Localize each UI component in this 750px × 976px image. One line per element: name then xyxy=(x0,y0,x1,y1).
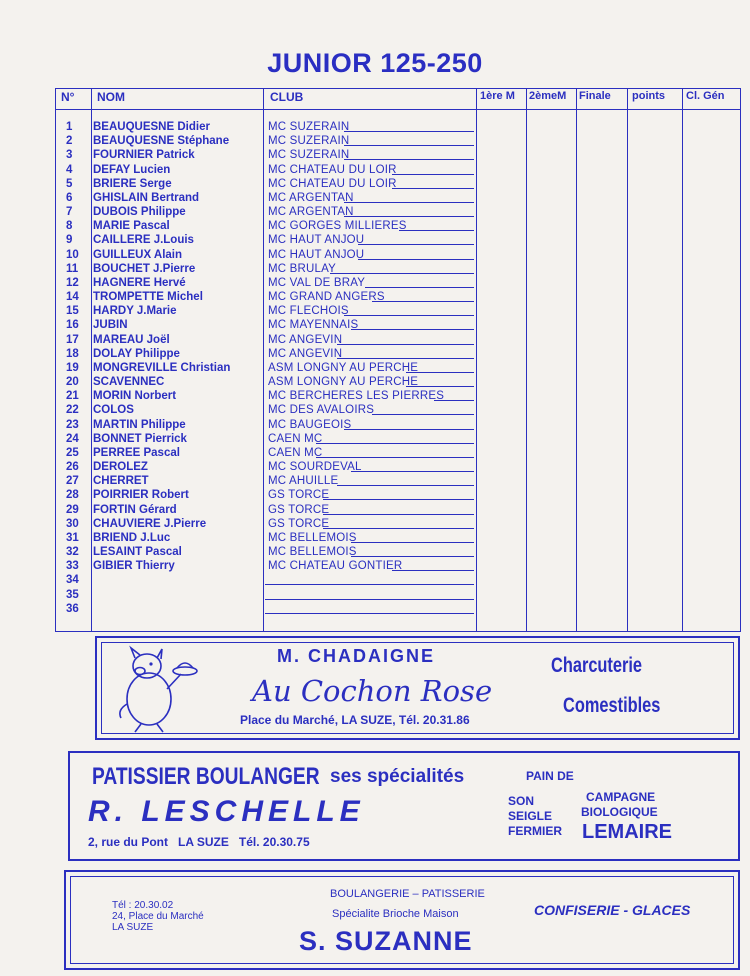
rider-club: MC SUZERAIN xyxy=(268,149,350,162)
rider-club: MC CHATEAU DU LOIR xyxy=(268,163,397,176)
table-row xyxy=(56,276,740,290)
rider-number: 14 xyxy=(66,291,79,304)
rider-club: GS TORCE xyxy=(268,489,330,502)
header-num: N° xyxy=(61,90,75,104)
rider-name: HAGNERE Hervé xyxy=(93,276,186,289)
rider-number: 11 xyxy=(66,262,79,275)
shop-address: Place du Marché, LA SUZE, Tél. 20.31.86 xyxy=(240,713,470,727)
leader-line xyxy=(344,429,474,430)
rider-club: MC ANGEVIN xyxy=(268,347,343,360)
rider-name: FOURNIER Patrick xyxy=(93,149,195,162)
rider-number: 2 xyxy=(66,135,73,148)
bread-son: SON xyxy=(508,794,535,808)
specialites-label: ses spécialités xyxy=(330,766,465,787)
rider-club: MC HAUT ANJOU xyxy=(268,234,365,247)
table-row xyxy=(56,120,740,134)
table-row xyxy=(56,588,740,602)
rider-name: LESAINT Pascal xyxy=(93,546,182,559)
table-row xyxy=(56,333,740,347)
rider-club: MC HAUT ANJOU xyxy=(268,248,365,261)
rider-club: MC BERCHERES LES PIERRES xyxy=(268,390,445,403)
rider-name: BOUCHET J.Pierre xyxy=(93,262,196,275)
rider-name: CHAUVIERE J.Pierre xyxy=(93,517,207,530)
rider-club: MC DES AVALOIRS xyxy=(268,404,375,417)
leader-line xyxy=(344,131,474,132)
rider-club: MC BAUGEOIS xyxy=(268,418,352,431)
table-row xyxy=(56,517,740,531)
rider-club: GS TORCE xyxy=(268,517,330,530)
table-row xyxy=(56,375,740,389)
header-classement-general: Cl. Gén xyxy=(686,90,725,102)
leader-line xyxy=(372,301,475,302)
shop-telephone: Tél : 20.30.02 xyxy=(112,900,174,911)
rider-club: ASM LONGNY AU PERCHE xyxy=(268,376,419,389)
shop-city: LA SUZE xyxy=(112,922,154,933)
bread-campagne: CAMPAGNE xyxy=(586,790,656,804)
rider-name: MARTIN Philippe xyxy=(93,418,186,431)
leader-line xyxy=(344,159,474,160)
rider-name: CAILLERE J.Louis xyxy=(93,234,194,247)
rider-number: 25 xyxy=(66,446,79,459)
rider-club: MC VAL DE BRAY xyxy=(268,276,366,289)
leader-line xyxy=(392,188,474,189)
leader-line xyxy=(265,599,474,600)
table-row xyxy=(56,403,740,417)
rider-name: POIRRIER Robert xyxy=(93,489,189,502)
rider-number: 10 xyxy=(66,248,79,261)
trade-label: BOULANGERIE – PATISSERIE xyxy=(330,888,485,900)
leader-line xyxy=(337,358,474,359)
bread-lemaire: LEMAIRE xyxy=(582,821,672,843)
rider-club: GS TORCE xyxy=(268,503,330,516)
leader-line xyxy=(372,414,475,415)
table-row xyxy=(56,432,740,446)
rider-club: ASM LONGNY AU PERCHE xyxy=(268,361,419,374)
rider-club: MC SUZERAIN xyxy=(268,121,350,133)
leader-line xyxy=(344,202,474,203)
rider-number: 32 xyxy=(66,546,79,559)
ad-suzanne xyxy=(64,870,740,970)
rider-club: CAEN MC xyxy=(268,446,323,459)
product-comestibles: Comestibles xyxy=(563,694,661,717)
table-row xyxy=(56,290,740,304)
header-divider xyxy=(56,109,740,110)
rider-name: PERREE Pascal xyxy=(93,446,180,459)
leader-line xyxy=(392,174,474,175)
rider-club: MC GORGES MILLIERES xyxy=(268,220,407,233)
table-row xyxy=(56,248,740,262)
table-row xyxy=(56,163,740,177)
leader-line xyxy=(316,443,474,444)
leader-line xyxy=(330,273,474,274)
rider-name: BEAUQUESNE Stéphane xyxy=(93,135,230,148)
table-row xyxy=(56,361,740,375)
leader-line xyxy=(265,613,474,614)
rider-name: BONNET Pierrick xyxy=(93,432,187,445)
rider-club: MC FLECHOIS xyxy=(268,305,349,318)
table-row xyxy=(56,389,740,403)
rider-name: TROMPETTE Michel xyxy=(93,291,203,304)
header-club: CLUB xyxy=(270,90,304,104)
table-row xyxy=(56,573,740,587)
owner-name: M. CHADAIGNE xyxy=(277,646,435,666)
shop-name: Au Cochon Rose xyxy=(252,674,493,708)
rider-number: 8 xyxy=(66,220,73,233)
rider-number: 9 xyxy=(66,234,73,247)
rider-number: 33 xyxy=(66,560,79,573)
confiserie-label: CONFISERIE - GLACES xyxy=(534,902,691,918)
entry-table xyxy=(55,88,741,632)
table-row xyxy=(56,177,740,191)
table-row xyxy=(56,446,740,460)
rider-club: MC MAYENNAIS xyxy=(268,319,359,332)
leader-line xyxy=(358,244,474,245)
rider-club: CAEN MC xyxy=(268,432,323,445)
rider-name: GHISLAIN Bertrand xyxy=(93,191,200,204)
leader-line xyxy=(323,514,474,515)
ad-cochon-rose xyxy=(95,636,740,740)
table-row xyxy=(56,191,740,205)
rider-number: 3 xyxy=(66,149,73,162)
table-row xyxy=(56,503,740,517)
rider-club: MC CHATEAU DU LOIR xyxy=(268,177,397,190)
table-row xyxy=(56,148,740,162)
rider-number: 12 xyxy=(66,276,79,289)
rider-name: DEFAY Lucien xyxy=(93,163,171,176)
rider-club: MC BELLEMOIS xyxy=(268,546,357,559)
table-row xyxy=(56,531,740,545)
bread-fermier: FERMIER xyxy=(508,824,562,838)
rider-name: BEAUQUESNE Didier xyxy=(93,121,210,133)
rider-club: MC SUZERAIN xyxy=(268,135,350,148)
rider-name: DUBOIS Philippe xyxy=(93,206,186,219)
header-points: points xyxy=(632,90,665,102)
rider-name: BRIERE Serge xyxy=(93,177,172,190)
rider-name: MARIE Pascal xyxy=(93,220,170,233)
table-row xyxy=(56,347,740,361)
table-row xyxy=(56,318,740,332)
pain-de-label: PAIN DE xyxy=(526,769,574,783)
baker-name: R. LESCHELLE xyxy=(88,795,365,828)
rider-name: CHERRET xyxy=(93,475,149,488)
rider-club: MC BELLEMOIS xyxy=(268,531,357,544)
leader-line xyxy=(434,400,474,401)
leader-line xyxy=(323,499,474,500)
bread-biologique: BIOLOGIQUE xyxy=(581,805,658,819)
leader-line xyxy=(351,556,474,557)
table-row xyxy=(56,304,740,318)
table-row xyxy=(56,602,740,616)
leader-line xyxy=(399,230,474,231)
rider-number: 24 xyxy=(66,432,79,445)
rider-name: GUILLEUX Alain xyxy=(93,248,183,261)
rider-number: 20 xyxy=(66,376,79,389)
rider-number: 5 xyxy=(66,177,73,190)
rider-number: 23 xyxy=(66,418,79,431)
pig-waiter-icon xyxy=(107,644,202,734)
leader-line xyxy=(392,570,474,571)
leader-line xyxy=(344,315,474,316)
header-manche-1: 1ère M xyxy=(480,90,515,102)
rider-club: MC ANGEVIN xyxy=(268,333,343,346)
rider-number: 1 xyxy=(66,121,73,133)
leader-line xyxy=(406,386,474,387)
table-row xyxy=(56,545,740,559)
leader-line xyxy=(316,457,474,458)
table-row xyxy=(56,460,740,474)
table-row xyxy=(56,134,740,148)
page-title: JUNIOR 125-250 xyxy=(267,48,483,78)
rider-number: 17 xyxy=(66,333,79,346)
rider-club: MC ARGENTAN xyxy=(268,206,354,219)
rider-number: 27 xyxy=(66,475,79,488)
product-charcuterie: Charcuterie xyxy=(551,654,643,677)
rider-number: 26 xyxy=(66,461,79,474)
ad-leschelle xyxy=(68,751,740,861)
table-row xyxy=(56,219,740,233)
bread-seigle: SEIGLE xyxy=(508,809,553,823)
header-nom: NOM xyxy=(97,90,125,104)
leader-line xyxy=(365,287,474,288)
rider-number: 18 xyxy=(66,347,79,360)
rider-number: 16 xyxy=(66,319,79,332)
rider-name: JUBIN xyxy=(93,319,128,332)
leader-line xyxy=(406,372,474,373)
rider-number: 29 xyxy=(66,503,79,516)
speciality-label: Spécialite Brioche Maison xyxy=(332,908,459,920)
table-row xyxy=(56,474,740,488)
rider-club: MC BRULAY xyxy=(268,262,337,275)
leader-line xyxy=(344,145,474,146)
leader-line xyxy=(358,259,474,260)
rider-name: DEROLEZ xyxy=(93,461,148,474)
table-row xyxy=(56,262,740,276)
rider-number: 15 xyxy=(66,305,79,318)
leader-line xyxy=(323,528,474,529)
rider-name: MONGREVILLE Christian xyxy=(93,361,231,374)
rider-name: MORIN Norbert xyxy=(93,390,177,403)
leader-line xyxy=(351,471,474,472)
shop-street: 24, Place du Marché xyxy=(112,911,204,922)
baker-address: 2, rue du Pont LA SUZE Tél. 20.30.75 xyxy=(88,835,310,849)
trade-label: PATISSIER BOULANGER xyxy=(92,763,320,790)
rider-club: MC CHATEAU GONTIER xyxy=(268,560,403,573)
leader-line xyxy=(351,542,474,543)
shop-owner-name: S. SUZANNE xyxy=(299,926,473,956)
header-finale: Finale xyxy=(579,90,611,102)
rider-number: 31 xyxy=(66,531,79,544)
header-manche-2: 2èmeM xyxy=(529,90,567,102)
rider-number: 35 xyxy=(66,588,79,601)
rider-name: SCAVENNEC xyxy=(93,376,165,389)
rider-name: HARDY J.Marie xyxy=(93,305,177,318)
rider-club: MC GRAND ANGERS xyxy=(268,291,385,304)
rider-number: 4 xyxy=(66,163,73,176)
rider-number: 22 xyxy=(66,404,79,417)
table-row xyxy=(56,205,740,219)
leader-line xyxy=(265,584,474,585)
leader-line xyxy=(337,485,474,486)
table-row xyxy=(56,233,740,247)
rider-number: 36 xyxy=(66,602,79,615)
rider-name: MAREAU Joël xyxy=(93,333,170,346)
rider-number: 21 xyxy=(66,390,79,403)
rider-club: MC AHUILLE xyxy=(268,475,339,488)
leader-line xyxy=(337,344,474,345)
leader-line xyxy=(344,216,474,217)
rider-club: MC SOURDEVAL xyxy=(268,461,362,474)
table-row xyxy=(56,488,740,502)
table-row xyxy=(56,559,740,573)
rider-club: MC ARGENTAN xyxy=(268,191,354,204)
rider-number: 34 xyxy=(66,574,79,587)
rider-name: DOLAY Philippe xyxy=(93,347,180,360)
rider-name: FORTIN Gérard xyxy=(93,503,177,516)
rider-number: 19 xyxy=(66,361,79,374)
rider-number: 7 xyxy=(66,206,73,219)
leader-line xyxy=(351,329,474,330)
rider-name: BRIEND J.Luc xyxy=(93,531,171,544)
rider-name: COLOS xyxy=(93,404,134,417)
rider-number: 28 xyxy=(66,489,79,502)
rider-name: GIBIER Thierry xyxy=(93,560,175,573)
rider-number: 6 xyxy=(66,191,73,204)
table-row xyxy=(56,418,740,432)
rider-number: 30 xyxy=(66,517,79,530)
